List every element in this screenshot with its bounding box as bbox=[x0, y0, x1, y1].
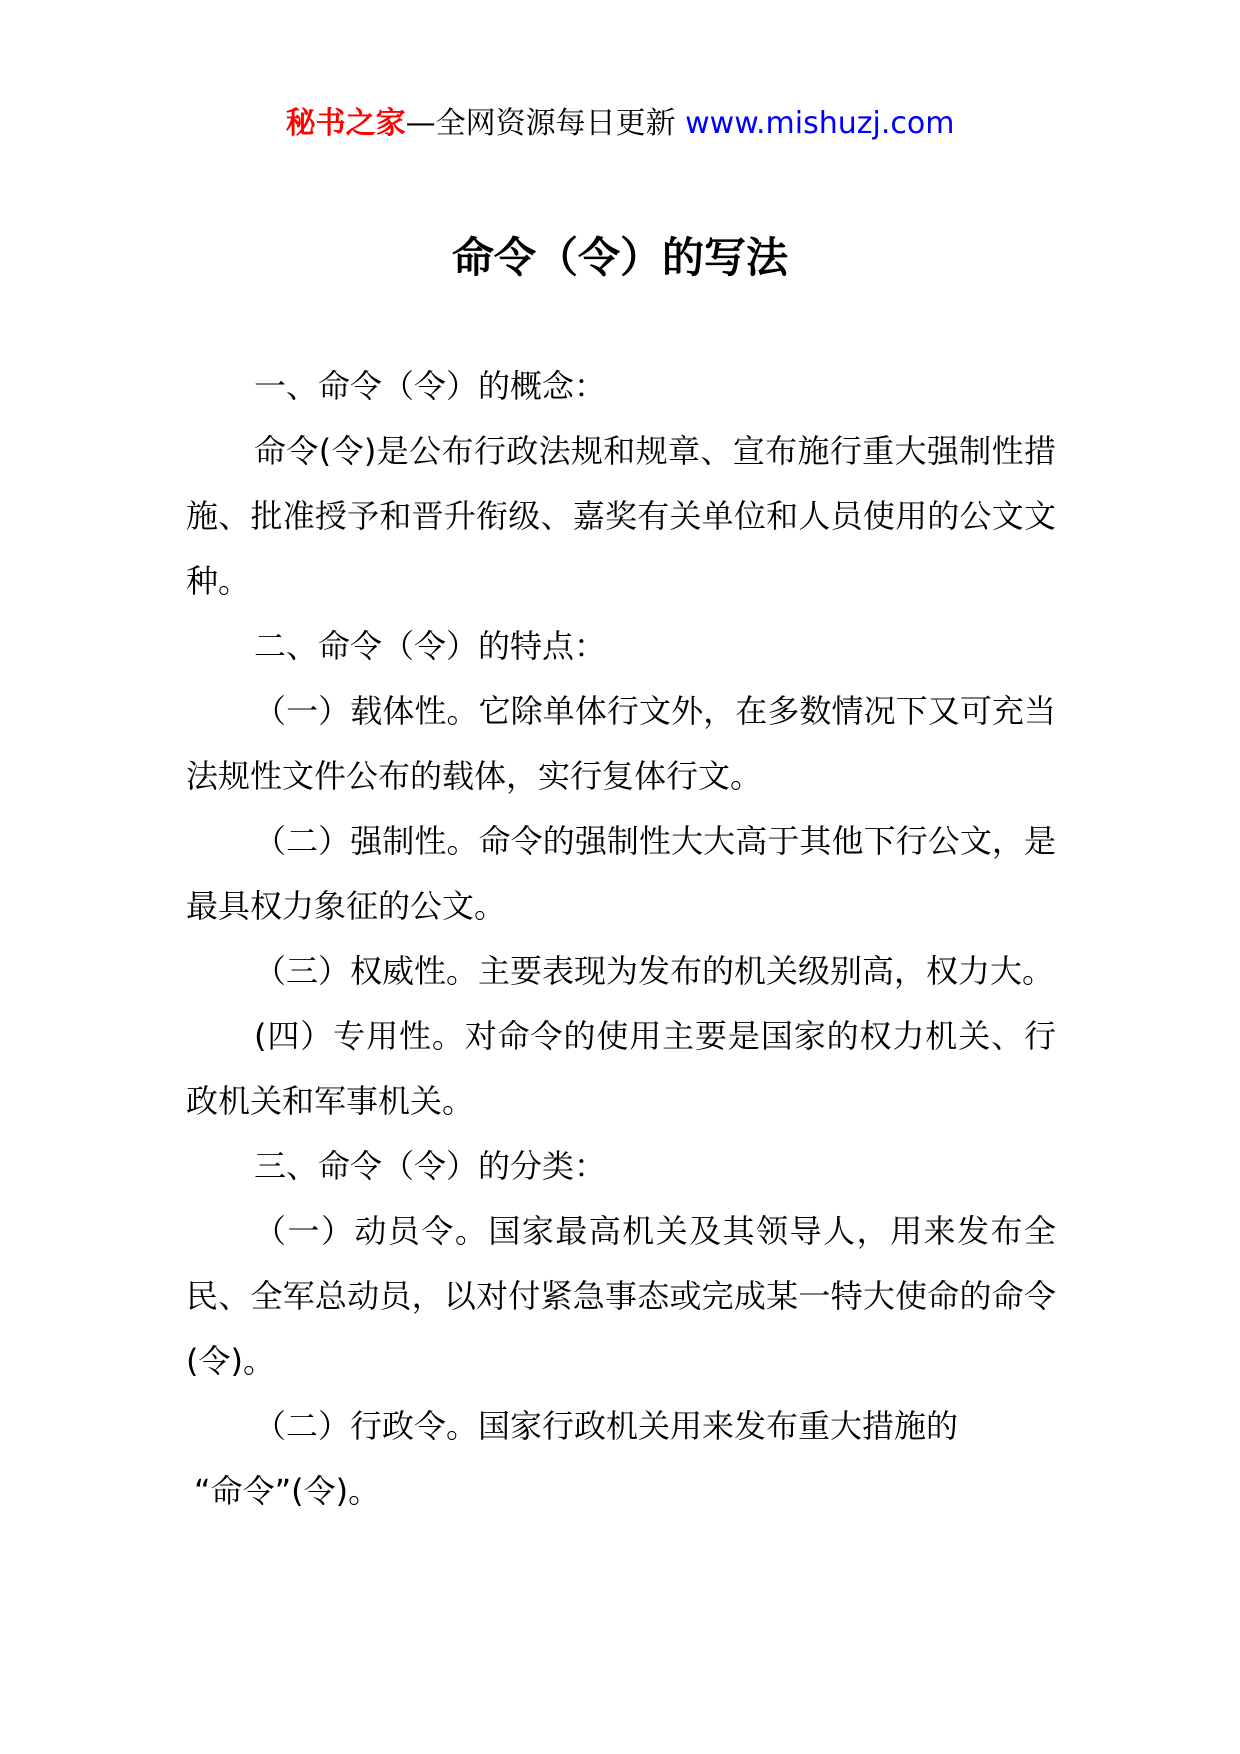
site-header bbox=[0, 100, 1240, 148]
paragraph-definition: 命令(令)是公布行政法规和规章、宣布施行重大强制性措施、批准授予和晋升衔级、嘉奖有关单位和人员使用的公文文种。 bbox=[186, 432, 1056, 600]
paragraph-feature-mandatory: （二）强制性。命令的强制性大大高于其他下行公文，是最具权力象征的公文。 bbox=[186, 822, 1056, 925]
section-heading-concept: 一、命令（令）的概念： bbox=[254, 367, 607, 405]
paragraph-category-administrative: （二）行政令。国家行政机关用来发布重大措施的 bbox=[254, 1407, 959, 1445]
document-title: 命令（令）的写法 bbox=[451, 233, 788, 282]
section-heading-categories: 三、命令（令）的分类： bbox=[254, 1147, 607, 1185]
site-url-link[interactable]: www.mishuzj.com bbox=[685, 106, 955, 141]
paragraph-feature-carrier: （一）载体性。它除单体行文外，在多数情况下又可充当法规性文件公布的载体，实行复体行文。 bbox=[186, 692, 1056, 795]
document-body bbox=[186, 354, 1056, 1524]
site-brand: 秘书之家 bbox=[285, 106, 406, 141]
paragraph-feature-authority: （三）权威性。主要表现为发布的机关级别高，权力大。 bbox=[254, 952, 1055, 990]
paragraph-category-mobilization: （一）动员令。国家最高机关及其领导人，用来发布全民、全军总动员，以对付紧急事态或完成某一特大使命的命令(令)。 bbox=[186, 1212, 1056, 1380]
paragraph-category-administrative-cont: “命令”(令)。 bbox=[194, 1472, 381, 1510]
paragraph-feature-exclusive: (四）专用性。对命令的使用主要是国家的权力机关、行政机关和军事机关。 bbox=[186, 1017, 1056, 1120]
section-heading-features: 二、命令（令）的特点： bbox=[254, 627, 607, 665]
site-tagline: —全网资源每日更新 bbox=[405, 106, 676, 141]
